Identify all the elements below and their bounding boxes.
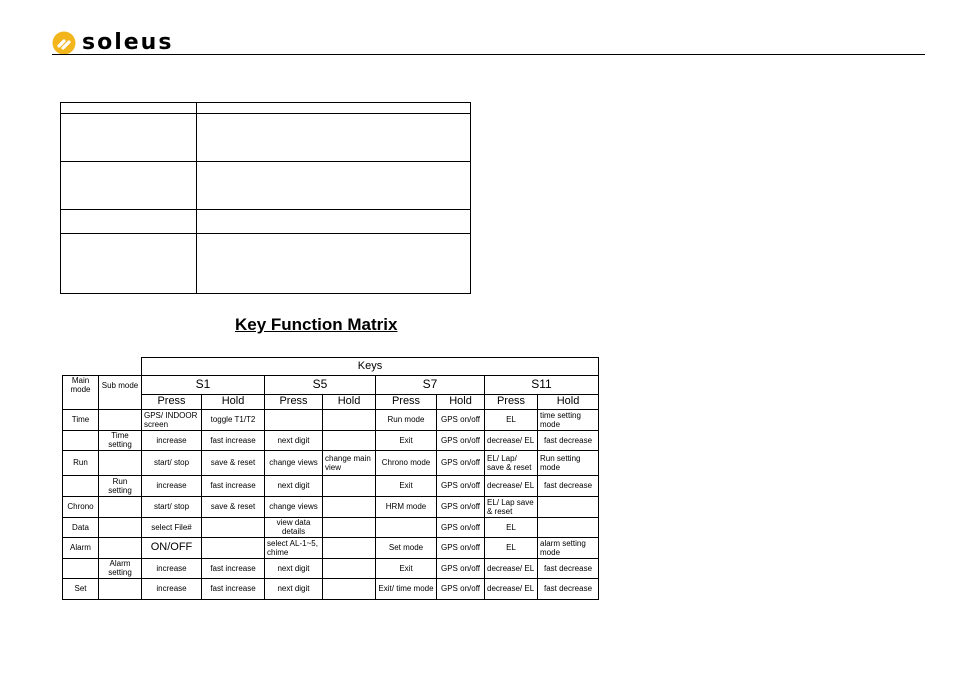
empty-cell — [61, 233, 197, 293]
s7-press-cell: Chrono mode — [376, 450, 437, 475]
s1-hold-cell: fast increase — [202, 430, 265, 450]
key-s1-header: S1 — [142, 376, 265, 395]
s5-press-cell: select AL-1~5, chime — [265, 537, 323, 558]
key-s7-header: S7 — [376, 376, 485, 395]
s11-press-cell: decrease/ EL — [485, 558, 538, 578]
s11-press-cell: EL — [485, 537, 538, 558]
s5-press-cell: next digit — [265, 578, 323, 599]
empty-cell — [197, 103, 471, 114]
hold-header: Hold — [538, 394, 599, 409]
s7-press-cell — [376, 517, 437, 537]
sub-mode-cell: Time setting — [99, 430, 142, 450]
s7-hold-cell: GPS on/off — [437, 475, 485, 496]
empty-form-table — [60, 102, 471, 294]
blank-cell — [99, 394, 142, 409]
s11-hold-cell: fast decrease — [538, 558, 599, 578]
key-function-matrix — [62, 357, 599, 600]
press-header: Press — [485, 394, 538, 409]
s11-hold-cell: time setting mode — [538, 409, 599, 430]
s5-hold-cell — [323, 517, 376, 537]
s1-hold-cell: fast increase — [202, 475, 265, 496]
sub-mode-cell: Alarm setting — [99, 558, 142, 578]
hold-header: Hold — [202, 394, 265, 409]
blank-cell — [63, 358, 142, 376]
s1-hold-cell: save & reset — [202, 496, 265, 517]
s5-press-cell: next digit — [265, 558, 323, 578]
s1-press-cell: increase — [142, 430, 202, 450]
s7-hold-cell: GPS on/off — [437, 537, 485, 558]
s1-hold-cell: fast increase — [202, 558, 265, 578]
empty-cell — [197, 114, 471, 162]
s1-hold-cell — [202, 537, 265, 558]
empty-cell — [61, 103, 197, 114]
s7-hold-cell: GPS on/off — [437, 409, 485, 430]
press-header: Press — [265, 394, 323, 409]
s5-press-cell: change views — [265, 496, 323, 517]
s11-hold-cell — [538, 496, 599, 517]
main-mode-cell — [63, 430, 99, 450]
s7-hold-cell: GPS on/off — [437, 496, 485, 517]
s1-press-cell: increase — [142, 558, 202, 578]
s7-hold-cell: GPS on/off — [437, 578, 485, 599]
s7-press-cell: Set mode — [376, 537, 437, 558]
s11-hold-cell: Run setting mode — [538, 450, 599, 475]
main-mode-cell: Alarm — [63, 537, 99, 558]
s1-hold-cell: save & reset — [202, 450, 265, 475]
main-mode-cell: Data — [63, 517, 99, 537]
s7-press-cell: Exit — [376, 475, 437, 496]
s7-press-cell: Exit — [376, 430, 437, 450]
brand-logo — [52, 30, 173, 56]
s7-press-cell: HRM mode — [376, 496, 437, 517]
s7-press-cell: Exit/ time mode — [376, 578, 437, 599]
press-header: Press — [142, 394, 202, 409]
sub-mode-cell: Run setting — [99, 475, 142, 496]
main-mode-cell: Run — [63, 450, 99, 475]
sub-mode-cell — [99, 409, 142, 430]
hold-header: Hold — [323, 394, 376, 409]
s5-hold-cell: change main view — [323, 450, 376, 475]
sub-mode-cell — [99, 537, 142, 558]
s11-hold-cell: alarm setting mode — [538, 537, 599, 558]
s7-press-cell: Run mode — [376, 409, 437, 430]
sub-mode-cell — [99, 450, 142, 475]
s5-hold-cell — [323, 496, 376, 517]
s7-hold-cell: GPS on/off — [437, 558, 485, 578]
s7-hold-cell: GPS on/off — [437, 517, 485, 537]
empty-cell — [197, 209, 471, 233]
sub-mode-cell — [99, 578, 142, 599]
s11-press-cell: EL — [485, 409, 538, 430]
main-mode-header: Main mode — [63, 376, 99, 395]
s11-press-cell: EL/ Lap save & reset — [485, 496, 538, 517]
empty-cell — [61, 209, 197, 233]
sub-mode-cell — [99, 517, 142, 537]
s5-hold-cell — [323, 475, 376, 496]
sub-mode-cell — [99, 496, 142, 517]
s5-hold-cell — [323, 578, 376, 599]
s5-hold-cell — [323, 558, 376, 578]
s5-press-cell: view data details — [265, 517, 323, 537]
s11-hold-cell — [538, 517, 599, 537]
s5-press-cell — [265, 409, 323, 430]
s5-press-cell: next digit — [265, 430, 323, 450]
s11-press-cell: decrease/ EL — [485, 475, 538, 496]
s11-press-cell: EL/ Lap/ save & reset — [485, 450, 538, 475]
s11-hold-cell: fast decrease — [538, 578, 599, 599]
sub-mode-header: Sub mode — [99, 376, 142, 395]
s1-press-cell: start/ stop — [142, 496, 202, 517]
s5-press-cell: change views — [265, 450, 323, 475]
soleus-logo-icon — [52, 31, 76, 55]
s1-hold-cell: fast increase — [202, 578, 265, 599]
hold-header: Hold — [437, 394, 485, 409]
s11-hold-cell: fast decrease — [538, 475, 599, 496]
s11-press-cell: decrease/ EL — [485, 578, 538, 599]
main-mode-cell: Time — [63, 409, 99, 430]
s1-hold-cell: toggle T1/T2 — [202, 409, 265, 430]
empty-cell — [61, 114, 197, 162]
s5-press-cell: next digit — [265, 475, 323, 496]
header-rule — [52, 54, 925, 55]
s7-hold-cell: GPS on/off — [437, 430, 485, 450]
s1-press-cell: start/ stop — [142, 450, 202, 475]
s1-press-cell: select File# — [142, 517, 202, 537]
s1-press-cell: increase — [142, 578, 202, 599]
main-mode-cell — [63, 558, 99, 578]
s7-hold-cell: GPS on/off — [437, 450, 485, 475]
empty-cell — [61, 162, 197, 209]
s1-press-cell: GPS/ INDOOR screen — [142, 409, 202, 430]
empty-cell — [197, 162, 471, 209]
matrix-title: Key Function Matrix — [235, 315, 398, 334]
press-header: Press — [376, 394, 437, 409]
brand-name: soleus — [82, 30, 174, 55]
main-mode-cell — [63, 475, 99, 496]
s5-hold-cell — [323, 430, 376, 450]
empty-cell — [197, 233, 471, 293]
s1-press-cell: ON/OFF — [142, 537, 202, 558]
blank-cell — [63, 394, 99, 409]
s11-press-cell: decrease/ EL — [485, 430, 538, 450]
s5-hold-cell — [323, 537, 376, 558]
s1-press-cell: increase — [142, 475, 202, 496]
s11-press-cell: EL — [485, 517, 538, 537]
main-mode-cell: Chrono — [63, 496, 99, 517]
keys-header: Keys — [142, 358, 599, 376]
s1-hold-cell — [202, 517, 265, 537]
s5-hold-cell — [323, 409, 376, 430]
key-s11-header: S11 — [485, 376, 599, 395]
main-mode-cell: Set — [63, 578, 99, 599]
key-s5-header: S5 — [265, 376, 376, 395]
s11-hold-cell: fast decrease — [538, 430, 599, 450]
s7-press-cell: Exit — [376, 558, 437, 578]
